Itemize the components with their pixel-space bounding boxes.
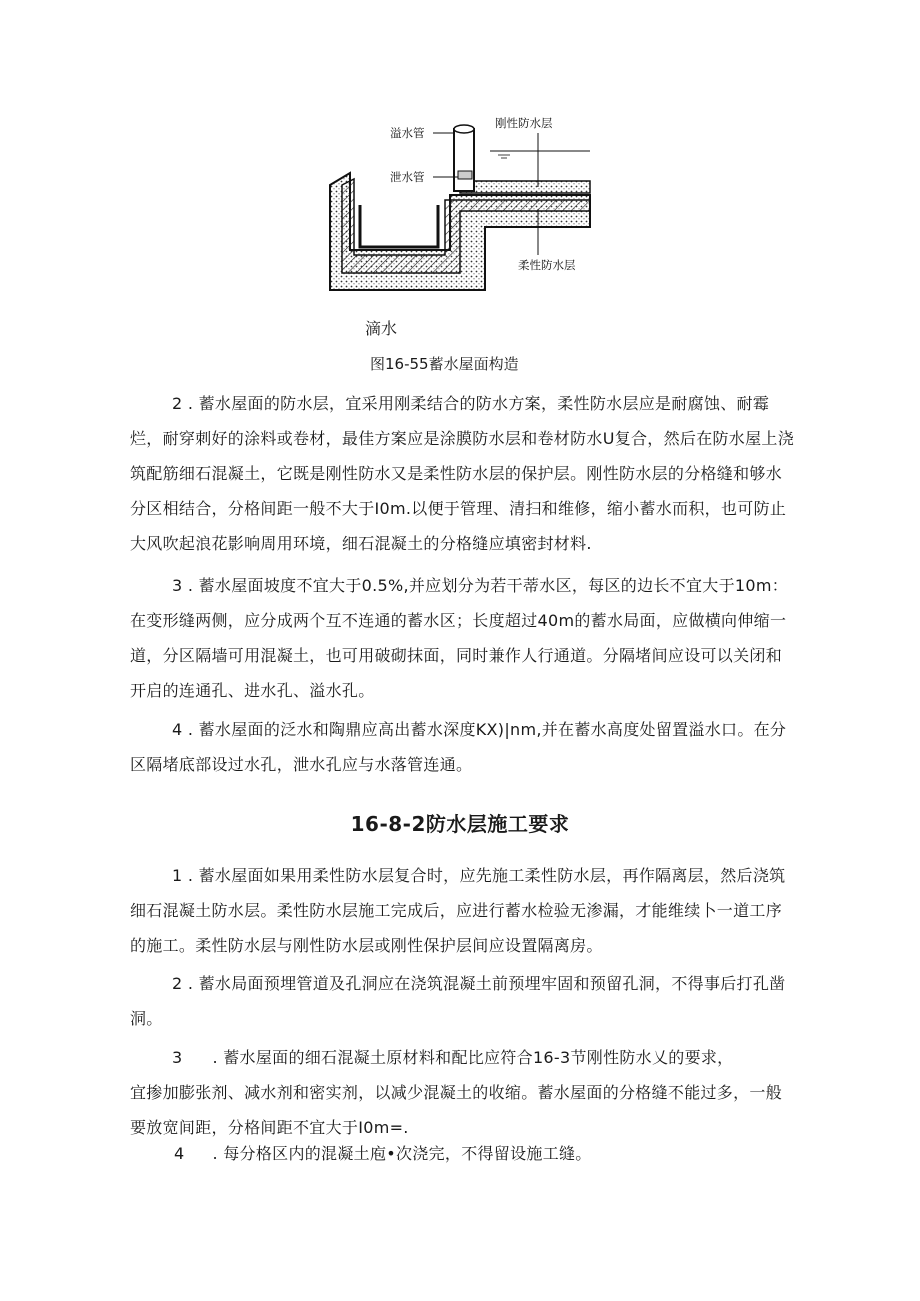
paragraph-step-1: 1 . 蓄水屋面如果用柔性防水层复合时，应先施工柔性防水层，再作隔离层，然后浇筑细石混凝土防水层。柔性防水层施工完成后，应进行蓄水检验无渗漏，才能维续卜一道工序的施工。柔性防水层与刚性防水层或刚性保护层间应设置隔离房。 <box>130 866 786 955</box>
paragraph-item-4: 4 . 蓄水屋面的泛水和陶鼎应高出蓄水深度KX)|nm,并在蓄水高度处留置溢水口。在分区隔堵底部设过水孔，泄水孔应与水落管连通。 <box>130 720 787 774</box>
paragraph-item-3: 3 . 蓄水屋面坡度不宜大于0.5%,并应划分为若干蒂水区，每区的边长不宜大于10m：在变形缝两侧，应分成两个互不连通的蓄水区；长度超过40m的蓄水局面，应做横向伸缩一道，分区隔墙可用混凝土，也可用破砌抹面，同时兼作人行通道。分隔堵间应设可以关闭和开启的连通孔、进水孔、溢水孔。 <box>130 576 789 700</box>
figure-caption: 图16-55蓄水屋面构造 <box>370 355 519 373</box>
overflow-pipe <box>454 129 474 191</box>
drain-pipe <box>458 171 472 179</box>
paragraph-item-2: 2 . 蓄水屋面的防水层，宜采用刚柔结合的防水方案，柔性防水层应是耐腐蚀、耐霉烂，耐穿刺好的涂料或卷材，最佳方案应是涂膜防水层和卷材防水U复合，然后在防水屋上浇筑配筋细石混凝土，它既是刚性防水又是柔性防水层的保护层。刚性防水层的分格缝和够水分区相结合，分格间距一般不大于I0m.以便于管理、清扫和维修，缩小蓄水而积，也可防止大风吹起浪花影响周用环境，细石混凝土的分格缝应填密封材料. <box>130 394 795 553</box>
paragraph-step-3-rest: 宜掺加膨张剂、减水剂和密实剂，以减少混凝土的收缩。蓄水屋面的分格缝不能过多，一般要放宽间距，分格间距不宜大于I0m=. <box>130 1083 783 1137</box>
paragraph-step-2: 2 . 蓄水局面预埋管道及孔洞应在浇筑混凝土前预埋牢固和预留孔洞，不得事后打孔凿洞。 <box>130 974 786 1028</box>
flexible-layer-label: 柔性防水层 <box>518 258 576 272</box>
gutter-outline <box>360 205 438 247</box>
rigid-layer-strip <box>460 181 590 193</box>
paragraph-step-3-first-line: 3 . 蓄水屋面的细石混凝土原材料和配比应符合16-3节刚性防水乂的要求， <box>172 1048 734 1067</box>
drain-pipe-label: 泄水管 <box>390 170 425 184</box>
section-heading: 16-8-2防水层施工要求 <box>350 812 570 836</box>
overflow-pipe-label: 溢水管 <box>390 126 425 140</box>
drip-label: 滴水 <box>365 319 398 338</box>
paragraph-step-4: 4 . 每分格区内的混凝土庖•次浇完，不得留设施工缝。 <box>174 1144 592 1163</box>
rigid-layer-label: 刚性防水层 <box>495 116 553 130</box>
roof-construction-diagram <box>320 105 600 300</box>
